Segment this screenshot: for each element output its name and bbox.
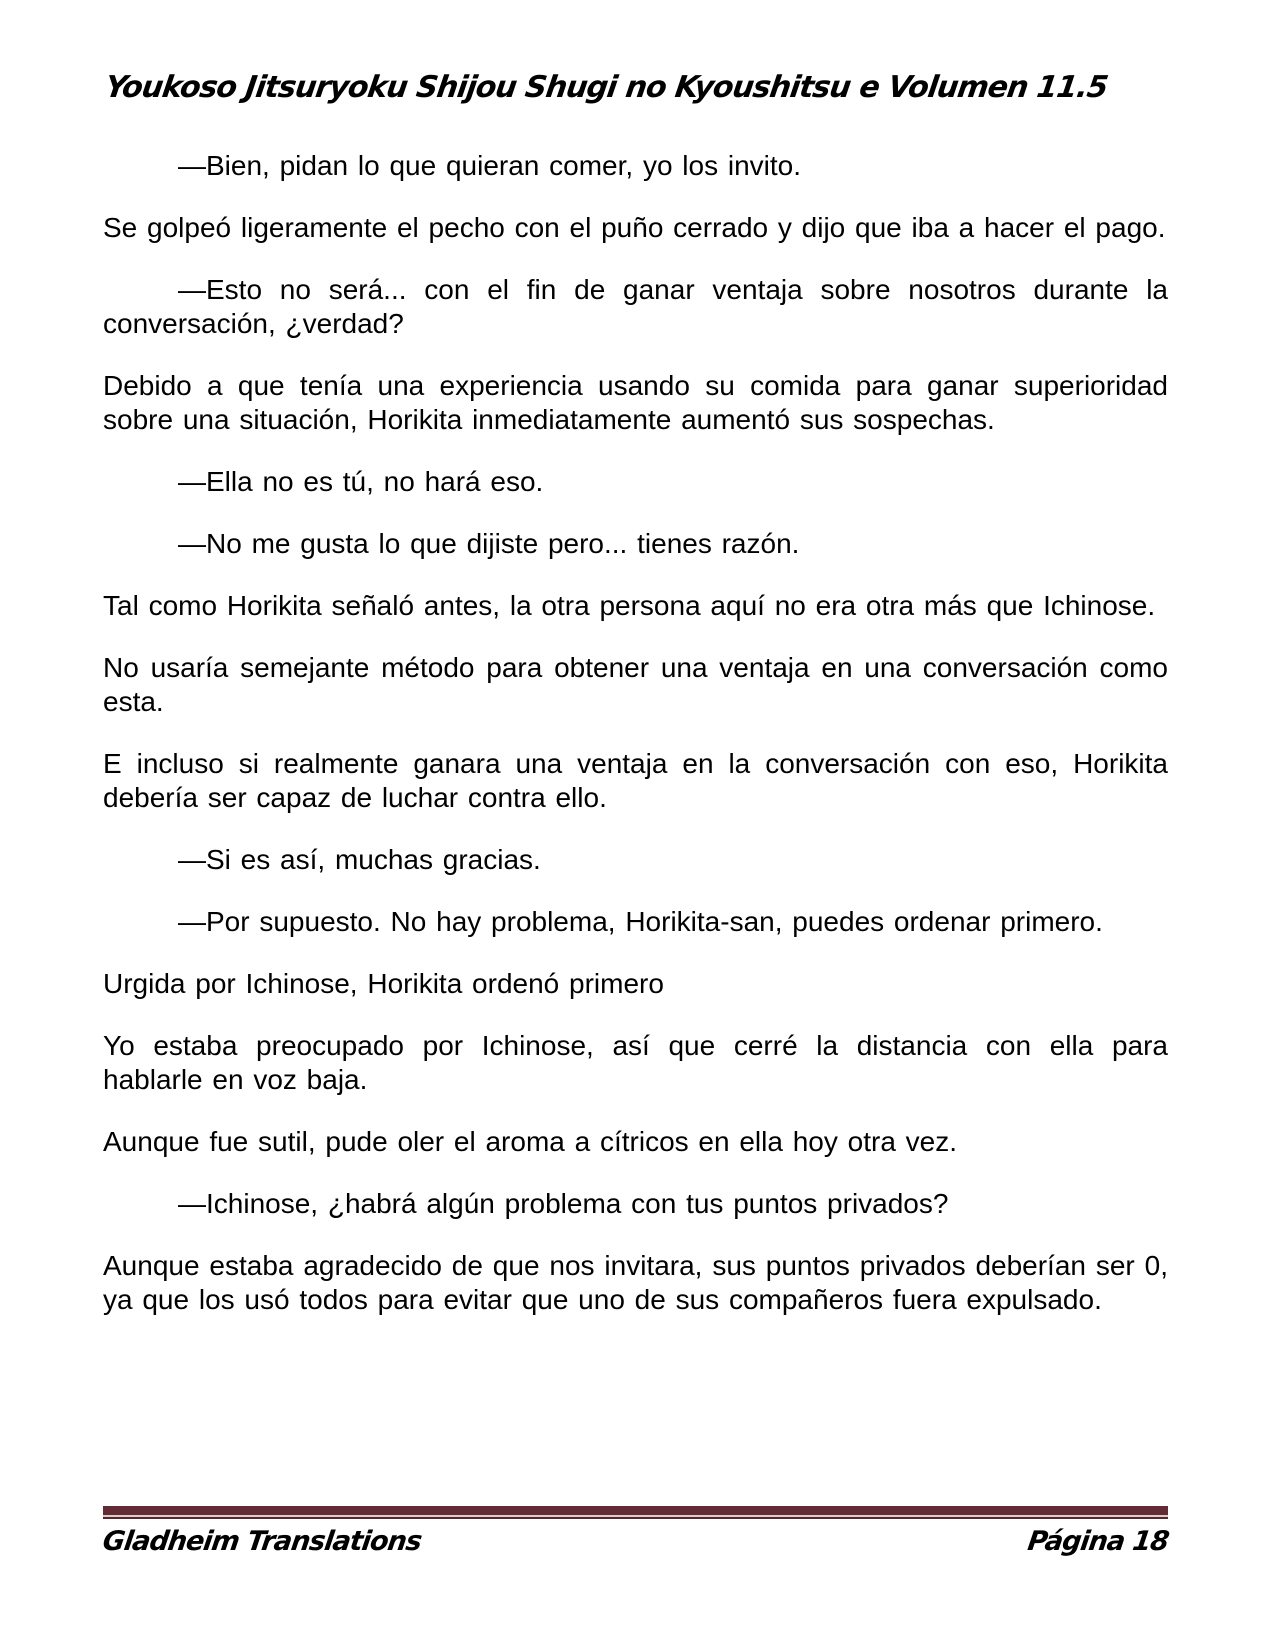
- paragraphs-container: [103, 149, 1168, 1317]
- narration-paragraph: No usaría semejante método para obtener una ventaja en una conversación como esta.: [103, 652, 1168, 717]
- narration-paragraph: Aunque fue sutil, pude oler el aroma a cítricos en ella hoy otra vez.: [103, 1126, 958, 1157]
- narration-paragraph: Urgida por Ichinose, Horikita ordenó primero: [103, 968, 664, 999]
- narration-paragraph: Yo estaba preocupado por Ichinose, así que cerré la distancia con ella para hablarle en voz baja.: [103, 1030, 1168, 1095]
- dialogue-paragraph: —Por supuesto. No hay problema, Horikita-san, puedes ordenar primero.: [178, 906, 1103, 937]
- dialogue-paragraph: —Ella no es tú, no hará eso.: [178, 466, 544, 497]
- footer-text-row: [100, 1526, 1171, 1557]
- footer-translator-credit: Gladheim Translations: [100, 1526, 424, 1557]
- dialogue-paragraph: —Ichinose, ¿habrá algún problema con tus puntos privados?: [178, 1188, 949, 1219]
- dialogue-paragraph: —Si es así, muchas gracias.: [178, 844, 541, 875]
- dialogue-paragraph: —Esto no será... con el fin de ganar ventaja sobre nosotros durante la conversación, ¿verdad?: [103, 274, 1168, 339]
- narration-paragraph: Aunque estaba agradecido de que nos invitara, sus puntos privados deberían ser 0, ya que los usó todos para evitar que uno de sus compañeros fuera expulsado.: [103, 1250, 1168, 1315]
- page-header: [103, 0, 1168, 105]
- dialogue-paragraph: —Bien, pidan lo que quieran comer, yo los invito.: [178, 150, 802, 181]
- page-title: Youkoso Jitsuryoku Shijou Shugi no Kyoushitsu e Volumen 11.5: [103, 70, 1110, 105]
- footer-page-number: Página 18: [1025, 1526, 1171, 1557]
- narration-paragraph: Debido a que tenía una experiencia usando su comida para ganar superioridad sobre una situación, Horikita inmediatamente aumentó sus sospechas.: [103, 370, 1168, 435]
- footer-rule: [103, 1506, 1168, 1519]
- page-content: [103, 0, 1168, 1317]
- narration-paragraph: E incluso si realmente ganara una ventaja en la conversación con eso, Horikita debería ser capaz de luchar contra ello.: [103, 748, 1168, 813]
- footer-rule-thin-bar: [103, 1517, 1168, 1519]
- dialogue-paragraph: —No me gusta lo que dijiste pero... tienes razón.: [178, 528, 800, 559]
- narration-paragraph: Tal como Horikita señaló antes, la otra persona aquí no era otra más que Ichinose.: [103, 590, 1156, 621]
- page-footer: [100, 1506, 1171, 1557]
- footer-rule-thick-bar: [103, 1506, 1168, 1515]
- narration-paragraph: Se golpeó ligeramente el pecho con el puño cerrado y dijo que iba a hacer el pago.: [103, 212, 1166, 243]
